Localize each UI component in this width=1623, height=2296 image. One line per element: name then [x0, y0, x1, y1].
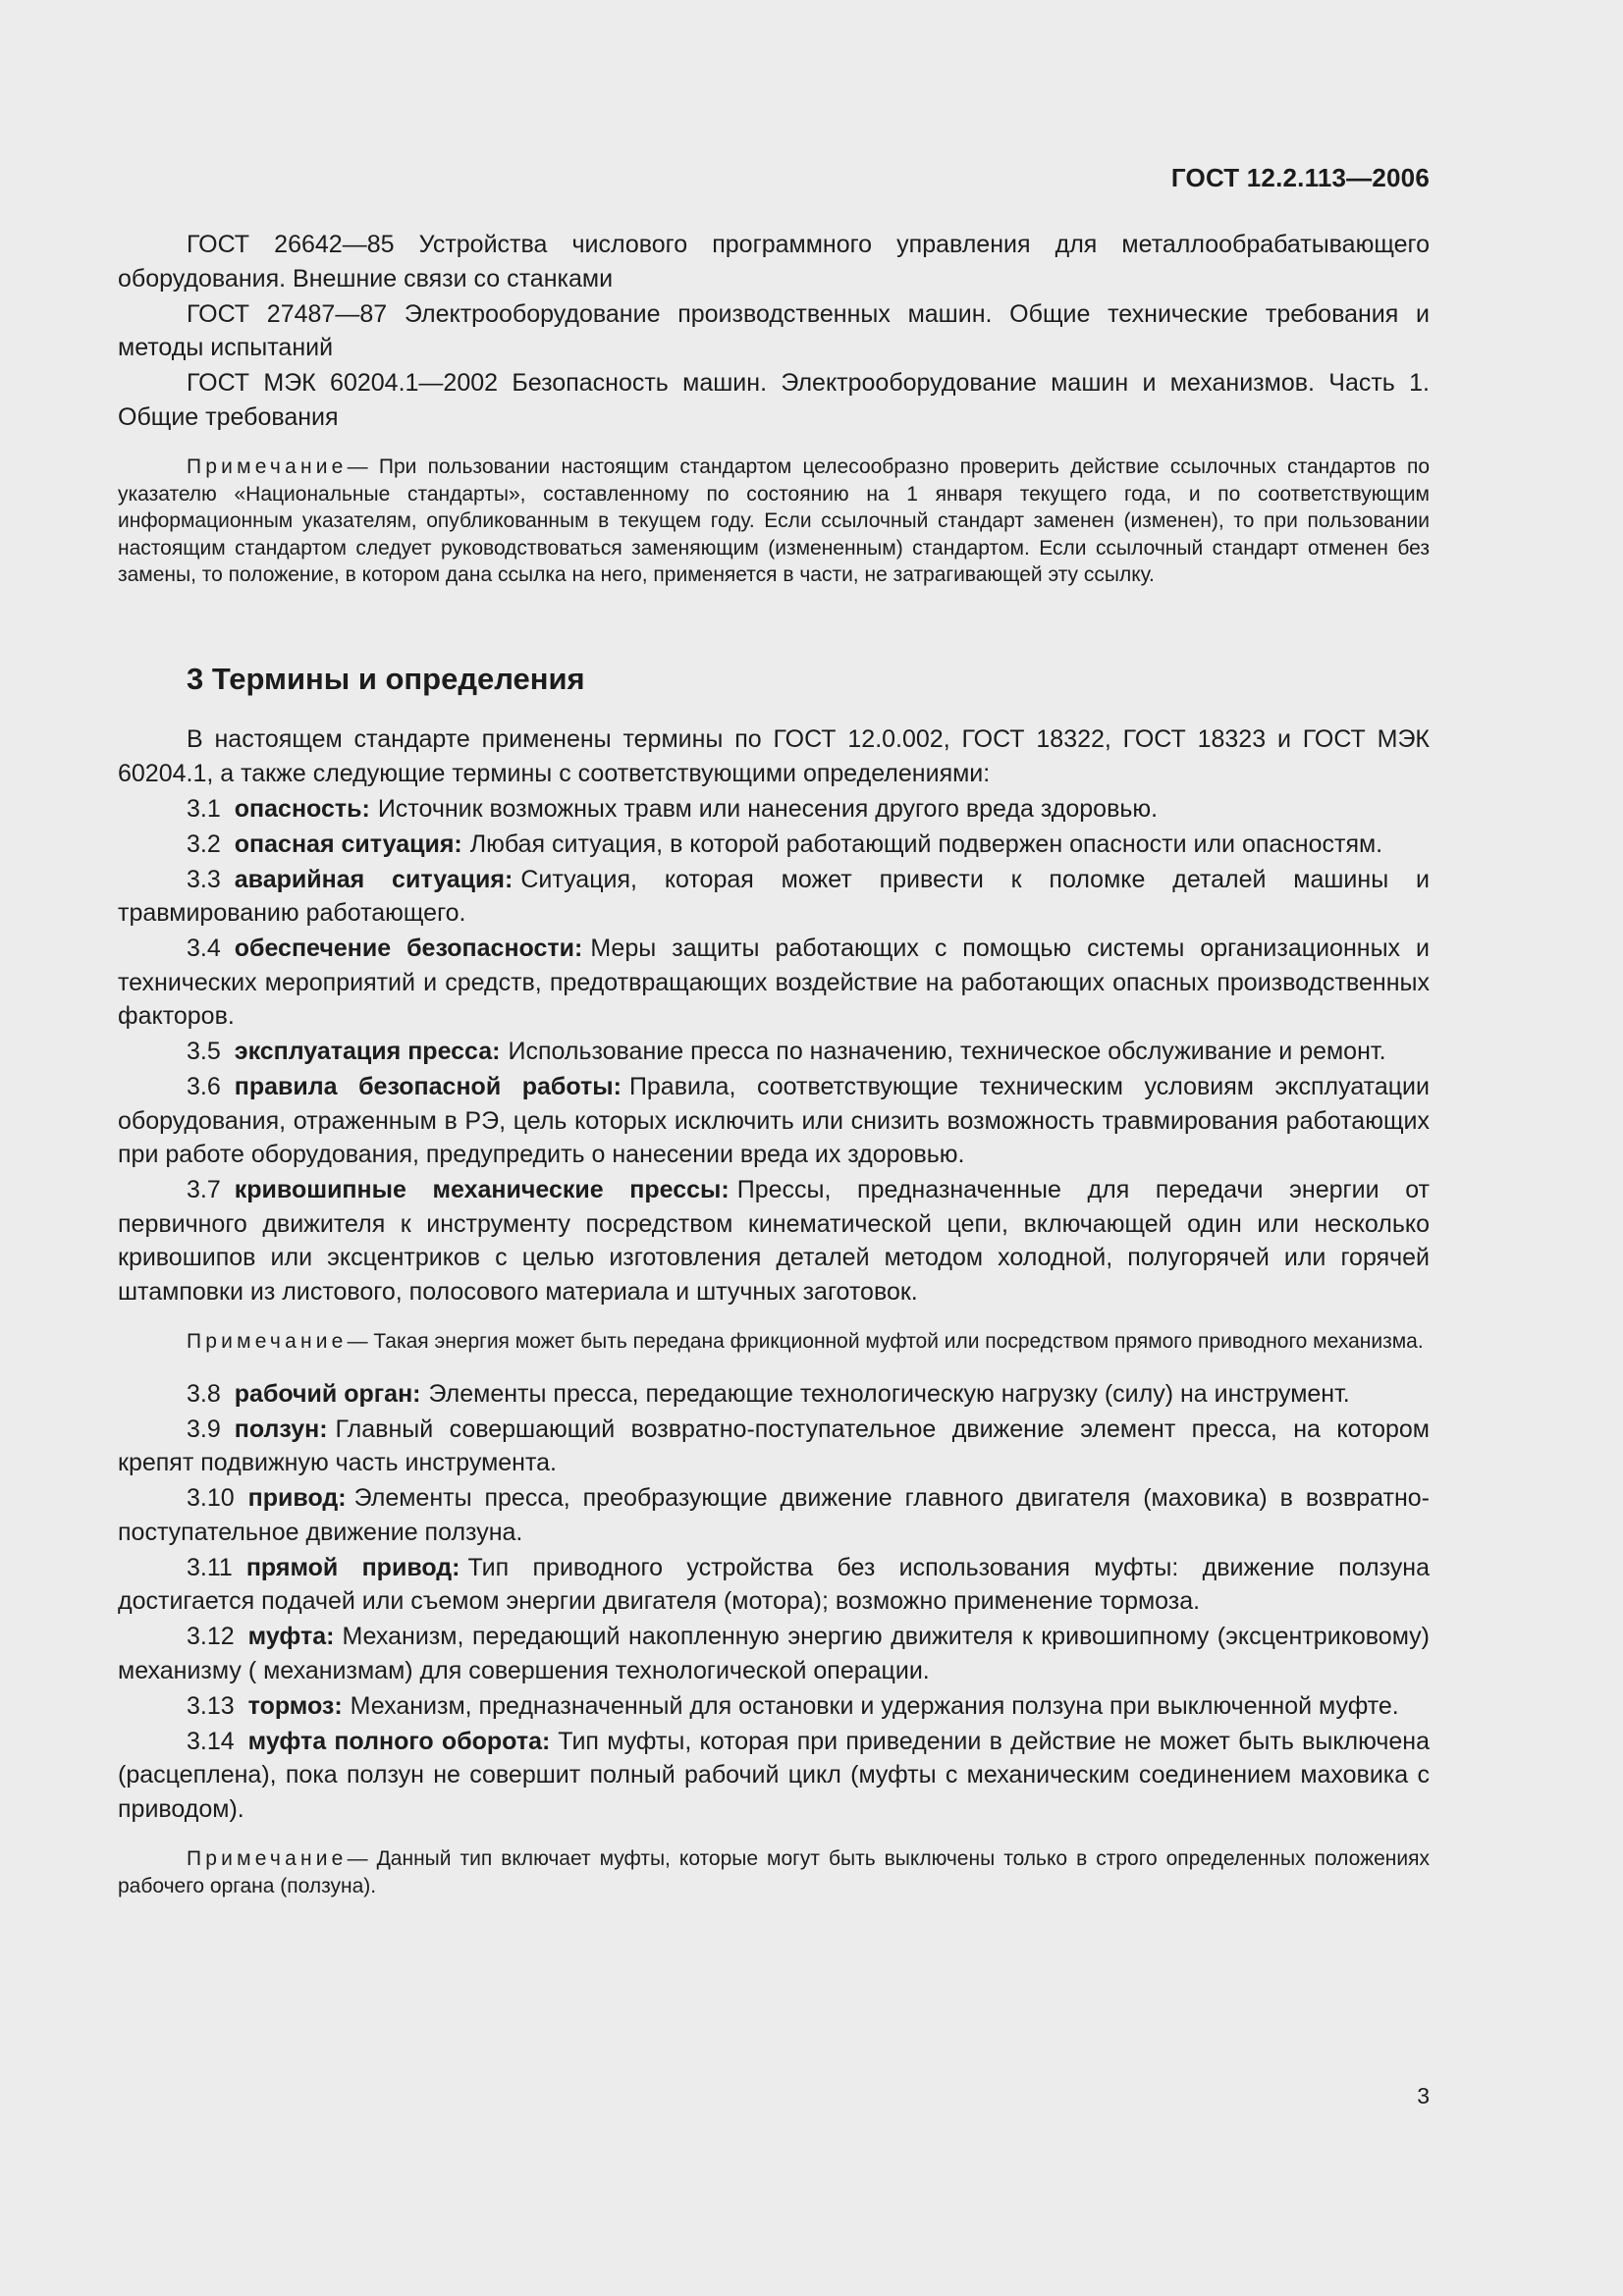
term-definition: Любая ситуация, в которой работающий подвержен опасности или опасностям.: [469, 829, 1383, 858]
term-definition: Механизм, передающий накопленную энергию движителя к кривошипному (эксцентриковому) механизму ( механизмам) для совершения технологической операции.: [118, 1623, 1430, 1684]
term-definition: Механизм, предназначенный для остановки и удержания ползуна при выключенной муфте.: [350, 1691, 1399, 1720]
term-note-text: [118, 1845, 1430, 1899]
term-item: [118, 1070, 1430, 1172]
term-name: эксплуатация пресса:: [234, 1038, 501, 1065]
term-note: [118, 1845, 1430, 1899]
term-item: [118, 863, 1430, 931]
term-item: [118, 828, 1430, 862]
term-name: правила безопасной работы:: [234, 1073, 622, 1100]
term-number: 3.2: [187, 829, 221, 858]
term-name: опасность:: [234, 794, 370, 823]
term-name: привод:: [247, 1484, 347, 1512]
term-name: аварийная ситуация:: [234, 865, 514, 893]
term-item: [118, 1725, 1430, 1827]
term-number: 3.14: [187, 1727, 235, 1755]
term-number: 3.1: [187, 794, 221, 823]
term-definition: Источник возможных травм или нанесения другого вреда здоровью.: [377, 794, 1159, 823]
reference-item: ГОСТ 27487—87 Электрооборудование производственных машин. Общие технические требования и методы испытаний: [118, 299, 1430, 361]
term-number: 3.3: [187, 865, 221, 893]
note-text: — При пользовании настоящим стандартом целесообразно проверить действие ссылочных стандартов по указателю «Национальные стандарты», составленному по состоянию на 1 января текущего года, и по соответствующим информационным указателям, опубликованным в текущем году. Если ссылочный стандарт заменен (изменен), то при пользовании настоящим стандартом следует руководствоваться заменяющим (измененным) стандартом. Если ссылочный стандарт отменен без замены, то положение, в котором дана ссылка на него, применяется в части, не затрагивающей эту ссылку.: [118, 455, 1430, 586]
term-number: 3.6: [187, 1073, 221, 1100]
note-lead: Примечание: [187, 455, 348, 478]
term-name: муфта полного оборота:: [247, 1727, 551, 1755]
note-text: — Данный тип включает муфты, которые могут быть выключены только в строго определенных положениях рабочего органа (ползуна).: [118, 1847, 1430, 1897]
term-definition: Главный совершающий возвратно-поступательное движение элемент пресса, на котором крепят подвижную часть инструмента.: [118, 1415, 1430, 1476]
term-number: 3.10: [187, 1484, 235, 1512]
term-name: опасная ситуация:: [234, 829, 462, 858]
reference-note: [118, 454, 1430, 589]
term-number: 3.7: [187, 1176, 221, 1203]
term-definition: Ситуация, которая может привести к поломке деталей машины и травмированию работающего.: [118, 865, 1430, 927]
term-item: [118, 1173, 1430, 1308]
term-name: обеспечение безопасности:: [234, 934, 583, 962]
term-number: 3.4: [187, 934, 221, 962]
term-item: [118, 1377, 1430, 1412]
term-definition: Элементы пресса, преобразующие движение главного двигателя (маховика) в возвратно-поступательное движение ползуна.: [118, 1484, 1430, 1546]
term-item: [118, 1551, 1430, 1619]
term-name: ползун:: [234, 1415, 328, 1443]
term-number: 3.11: [187, 1553, 233, 1581]
term-definition: Тип муфты, которая при приведении в действие не может быть выключена (расцеплена), пока ползун не совершит полный рабочий цикл (муфты с механическим соединением маховика с приводом).: [118, 1727, 1430, 1823]
page-number: 3: [1417, 2083, 1430, 2109]
document-code-header: ГОСТ 12.2.113—2006: [1170, 163, 1430, 192]
term-definition: Прессы, предназначенные для передачи энергии от первичного движителя к инструменту посредством кинематической цепи, включающей один или несколько кривошипов или эксцентриков с целью изготовления деталей методом холодной, полугорячей или горячей штамповки из листового, полосового материала и штучных заготовок.: [118, 1176, 1430, 1306]
term-definition: Меры защиты работающих с помощью системы организационных и технических мероприятий и средств, предотвращающих воздействие на работающих опасных производственных факторов.: [118, 934, 1430, 1030]
normative-references: [118, 228, 1430, 589]
term-number: 3.8: [187, 1379, 221, 1408]
term-number: 3.5: [187, 1038, 221, 1065]
terms-section: [118, 722, 1430, 1921]
term-name: кривошипные механические прессы:: [234, 1176, 730, 1203]
term-item: [118, 1481, 1430, 1549]
term-definition: Использование пресса по назначению, техническое обслуживание и ремонт.: [508, 1038, 1386, 1065]
term-number: 3.12: [187, 1623, 235, 1650]
term-name: муфта:: [247, 1623, 335, 1650]
reference-item: ГОСТ МЭК 60204.1—2002 Безопасность машин. Электрооборудование машин и механизмов. Часть 1. Общие требования: [118, 369, 1430, 431]
note-lead: Примечание: [187, 1847, 348, 1870]
term-definition: Правила, соответствующие техническим условиям эксплуатации оборудования, отраженным в РЭ, цель которых исключить или снизить возможность травмирования работающих при работе оборудования, предупредить о нанесении вреда их здоровью.: [118, 1073, 1430, 1168]
term-item: [118, 932, 1430, 1034]
term-note-text: [118, 1328, 1430, 1356]
term-definition: Элементы пресса, передающие технологическую нагрузку (силу) на инструмент.: [428, 1379, 1350, 1408]
term-item: [118, 1689, 1430, 1724]
term-item: [118, 792, 1430, 827]
term-definition: Тип приводного устройства без использования муфты: движение ползуна достигается подачей или съемом энергии двигателя (мотора); возможно применение тормоза.: [118, 1553, 1431, 1615]
term-item: [118, 1620, 1430, 1687]
term-number: 3.9: [187, 1415, 221, 1443]
note-lead: Примечание: [187, 1330, 348, 1353]
term-name: рабочий орган:: [234, 1379, 421, 1408]
term-note: [118, 1328, 1430, 1356]
section-title: 3 Термины и определения: [187, 662, 585, 696]
section-intro: В настоящем стандарте применены термины по ГОСТ 12.0.002, ГОСТ 18322, ГОСТ 18323 и ГОСТ МЭК 60204.1, а также следующие термины с соответствующими определениями:: [118, 725, 1430, 787]
note-text: — Такая энергия может быть передана фрикционной муфтой или посредством прямого приводного механизма.: [347, 1330, 1424, 1353]
term-name: прямой привод:: [245, 1553, 460, 1581]
term-item: [118, 1413, 1430, 1480]
term-name: тормоз:: [247, 1691, 343, 1720]
term-number: 3.13: [187, 1691, 235, 1720]
reference-item: ГОСТ 26642—85 Устройства числового программного управления для металлообрабатывающего оборудования. Внешние связи со станками: [118, 231, 1430, 293]
term-item: [118, 1035, 1430, 1069]
